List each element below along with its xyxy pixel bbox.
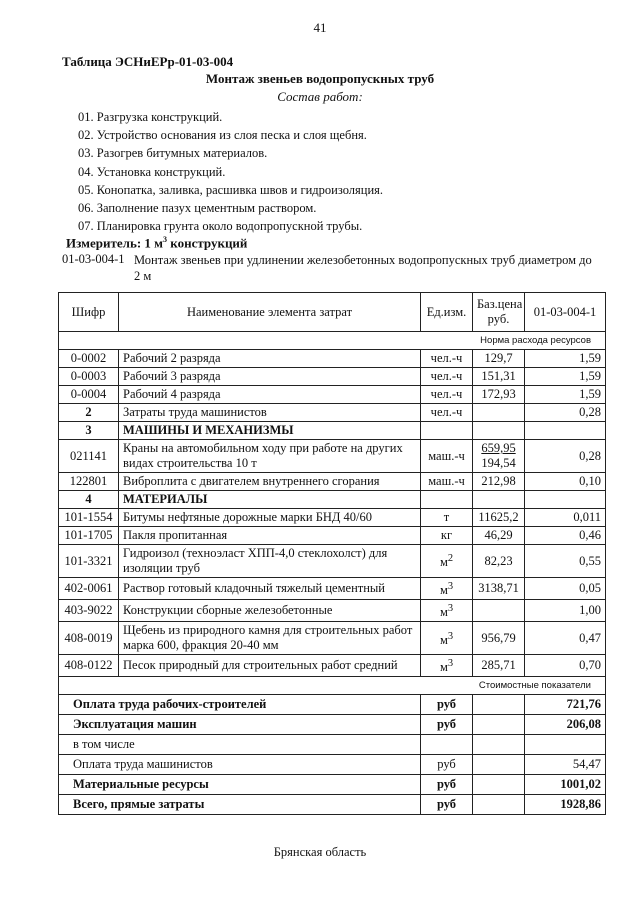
row-code: 101-3321 xyxy=(59,545,119,578)
cost-name: в том числе xyxy=(59,735,421,755)
row-price xyxy=(473,622,525,655)
cost-name: Эксплуатация машин xyxy=(59,715,421,735)
measure-rest: конструкций xyxy=(167,235,248,251)
row-unit-text: маш.-ч xyxy=(428,448,465,463)
work-item: 03. Разогрев битумных материалов. xyxy=(78,146,268,161)
table-row xyxy=(59,350,606,368)
row-price-text: 172,93 xyxy=(481,387,516,401)
cost-blank xyxy=(473,795,525,815)
row-unit-sup: 3 xyxy=(447,630,454,642)
row-code: 0-0004 xyxy=(59,386,119,404)
cost-row xyxy=(59,695,606,715)
composition-heading: Состав работ: xyxy=(277,89,363,104)
row-value: 0,47 xyxy=(525,622,606,655)
row-price-text: 285,71 xyxy=(481,658,516,673)
row-unit-text: м xyxy=(439,605,448,620)
row-unit xyxy=(421,527,473,545)
row-name: Рабочий 2 разряда xyxy=(119,350,421,368)
row-value: 0,46 xyxy=(525,527,606,545)
cost-row xyxy=(59,715,606,735)
measure-sup: 3 xyxy=(163,235,168,244)
cost-name: Материальные ресурсы xyxy=(59,775,421,795)
header-price: Баз.цена руб. xyxy=(473,293,525,332)
row-unit-sup: 3 xyxy=(447,581,454,592)
row-price xyxy=(473,368,525,386)
cost-name: Оплата труда машинистов xyxy=(59,755,421,775)
row-code: 4 xyxy=(59,491,119,509)
row-unit xyxy=(421,600,473,622)
row-unit-text: чел.-ч xyxy=(430,405,463,419)
cost-value: 1928,86 xyxy=(525,795,606,815)
row-unit-sup: 3 xyxy=(447,603,454,615)
row-price xyxy=(473,350,525,368)
cost-unit: руб xyxy=(421,795,473,815)
row-unit-text: м xyxy=(439,632,448,647)
row-name: Раствор готовый кладочный тяжелый цементный xyxy=(119,578,421,600)
row-value: 1,59 xyxy=(525,386,606,404)
row-unit-text: чел.-ч xyxy=(430,351,463,365)
row-code: 021141 xyxy=(59,440,119,473)
row-price-text: 46,29 xyxy=(484,528,513,542)
cost-unit: руб xyxy=(421,695,473,715)
row-price xyxy=(473,509,525,527)
row-name: Краны на автомобильном ходу при работе на других видах строительства 10 т xyxy=(119,440,421,473)
cost-blank xyxy=(473,695,525,715)
table-row xyxy=(59,655,606,677)
cost-blank xyxy=(473,735,525,755)
row-value: 0,28 xyxy=(525,404,606,422)
cost-value: 1001,02 xyxy=(525,775,606,795)
cost-unit: руб xyxy=(421,715,473,735)
row-unit-sup: 2 xyxy=(447,553,454,565)
row-code: 0-0003 xyxy=(59,368,119,386)
cost-unit: руб xyxy=(421,775,473,795)
page-footer: Брянская область xyxy=(273,845,367,859)
work-item: 05. Конопатка, заливка, расшивка швов и гидроизоляция. xyxy=(78,182,384,197)
cost-blank xyxy=(473,755,525,775)
row-value xyxy=(525,491,606,509)
row-value: 1,59 xyxy=(525,368,606,386)
row-value: 0,011 xyxy=(525,509,606,527)
table-row xyxy=(59,404,606,422)
row-code: 0-0002 xyxy=(59,350,119,368)
row-price xyxy=(473,491,525,509)
row-unit-text: м xyxy=(439,583,448,598)
cost-row xyxy=(59,735,606,755)
row-name: МАШИНЫ И МЕХАНИЗМЫ xyxy=(119,422,421,440)
row-name: Рабочий 4 разряда xyxy=(119,386,421,404)
row-value: 0,55 xyxy=(525,545,606,578)
row-unit-text: м xyxy=(439,660,448,675)
work-item: 06. Заполнение пазух цементным раствором. xyxy=(78,200,317,215)
cost-row xyxy=(59,755,606,775)
section-subtitle: Монтаж звеньев водопропускных труб xyxy=(205,71,435,86)
table-row xyxy=(59,491,606,509)
table-row xyxy=(59,473,606,491)
row-price-main: 659,95 xyxy=(481,441,516,455)
row-price xyxy=(473,600,525,622)
measure-label: Измеритель: 1 м xyxy=(66,235,164,251)
row-code: 122801 xyxy=(59,473,119,491)
row-unit xyxy=(421,368,473,386)
table-row xyxy=(59,509,606,527)
row-code: 2 xyxy=(59,404,119,422)
resources-table xyxy=(58,292,606,815)
row-price-text: 82,23 xyxy=(484,553,513,568)
table-row xyxy=(59,386,606,404)
row-name: Виброплита с двигателем внутреннего сгорания xyxy=(119,473,421,491)
table-row xyxy=(59,527,606,545)
table-row xyxy=(59,600,606,622)
row-unit xyxy=(421,422,473,440)
header-unit: Ед.изм. xyxy=(421,293,473,332)
page-number: 41 xyxy=(313,20,327,35)
row-price xyxy=(473,404,525,422)
resource-rows xyxy=(59,350,606,677)
row-code: 101-1554 xyxy=(59,509,119,527)
row-unit-text: т xyxy=(443,510,450,524)
row-unit xyxy=(421,578,473,600)
cost-unit xyxy=(421,735,473,755)
row-price xyxy=(473,527,525,545)
row-unit xyxy=(421,622,473,655)
row-price-text: 212,98 xyxy=(481,474,516,488)
row-price-text: 129,7 xyxy=(484,351,513,365)
table-row xyxy=(59,440,606,473)
table-title: Таблица ЭСНиЕРр-01-03-004 xyxy=(62,54,234,69)
row-name: Пакля пропитанная xyxy=(119,527,421,545)
row-code: 101-1705 xyxy=(59,527,119,545)
row-unit xyxy=(421,440,473,473)
cost-note: Стоимостные показатели xyxy=(59,677,606,695)
cost-unit: руб xyxy=(421,755,473,775)
row-price-text: 11625,2 xyxy=(478,510,519,524)
row-name: МАТЕРИАЛЫ xyxy=(119,491,421,509)
row-unit xyxy=(421,491,473,509)
row-value: 1,59 xyxy=(525,350,606,368)
cost-value: 54,47 xyxy=(525,755,606,775)
position-description: Монтаж звеньев при удлинении железобетонных водопропускных труб диаметром до 2 м xyxy=(134,253,592,283)
row-name: Гидроизол (техноэласт ХПП-4,0 стеклохолст) для изоляции труб xyxy=(119,545,421,578)
row-price xyxy=(473,545,525,578)
row-value: 0,05 xyxy=(525,578,606,600)
row-unit xyxy=(421,350,473,368)
work-item: 01. Разгрузка конструкций. xyxy=(78,110,223,124)
cost-value xyxy=(525,735,606,755)
works-list xyxy=(78,108,383,235)
row-unit-text: м xyxy=(439,555,448,570)
cost-name: Оплата труда рабочих-строителей xyxy=(59,695,421,715)
cost-name: Всего, прямые затраты xyxy=(59,795,421,815)
row-unit-text: маш.-ч xyxy=(428,474,465,488)
row-name: Песок природный для строительных работ средний xyxy=(119,655,421,677)
row-price-text: 151,31 xyxy=(481,369,516,383)
row-code: 3 xyxy=(59,422,119,440)
norm-note-row xyxy=(59,332,606,350)
row-unit xyxy=(421,509,473,527)
row-value xyxy=(525,422,606,440)
header-code: Шифр xyxy=(59,293,119,332)
row-price xyxy=(473,386,525,404)
cost-row xyxy=(59,775,606,795)
table-row xyxy=(59,368,606,386)
work-item: 04. Установка конструкций. xyxy=(78,164,226,179)
row-value: 0,28 xyxy=(525,440,606,473)
table-row xyxy=(59,578,606,600)
cost-note-row xyxy=(59,677,606,695)
cost-rows xyxy=(59,695,606,815)
table-header-row xyxy=(59,293,606,332)
row-name: Щебень из природного камня для строительных работ марка 600, фракция 20-40 мм xyxy=(119,622,421,655)
table-row xyxy=(59,545,606,578)
row-value: 0,70 xyxy=(525,655,606,677)
table-row xyxy=(59,422,606,440)
row-unit xyxy=(421,545,473,578)
row-unit xyxy=(421,655,473,677)
row-name: Затраты труда машинистов xyxy=(119,404,421,422)
row-name: Рабочий 3 разряда xyxy=(119,368,421,386)
row-unit xyxy=(421,404,473,422)
row-price xyxy=(473,440,525,473)
row-price xyxy=(473,422,525,440)
measure-line xyxy=(66,235,247,251)
row-value: 1,00 xyxy=(525,600,606,622)
cost-value: 206,08 xyxy=(525,715,606,735)
row-unit xyxy=(421,473,473,491)
row-value: 0,10 xyxy=(525,473,606,491)
row-unit-text: кг xyxy=(440,528,453,542)
cost-value: 721,76 xyxy=(525,695,606,715)
table-row xyxy=(59,622,606,655)
header-name: Наименование элемента затрат xyxy=(119,293,421,332)
row-name: Битумы нефтяные дорожные марки БНД 40/60 xyxy=(119,509,421,527)
cost-blank xyxy=(473,715,525,735)
row-code: 408-0122 xyxy=(59,655,119,677)
header-position: 01-03-004-1 xyxy=(525,293,606,332)
row-unit-text: чел.-ч xyxy=(430,387,463,401)
row-name: Конструкции сборные железобетонные xyxy=(119,600,421,622)
row-price xyxy=(473,578,525,600)
norm-note: Норма расхода ресурсов xyxy=(59,332,606,350)
cost-row xyxy=(59,795,606,815)
row-price xyxy=(473,473,525,491)
row-unit xyxy=(421,386,473,404)
row-code: 403-9022 xyxy=(59,600,119,622)
row-code: 402-0061 xyxy=(59,578,119,600)
work-item: 07. Планировка грунта около водопропускной трубы. xyxy=(78,219,363,234)
position-code: 01-03-004-1 xyxy=(62,252,125,266)
row-price xyxy=(473,655,525,677)
row-price-text: 956,79 xyxy=(481,630,516,645)
cost-blank xyxy=(473,775,525,795)
row-code: 408-0019 xyxy=(59,622,119,655)
row-price-text: 3138,71 xyxy=(478,581,519,596)
work-item: 02. Устройство основания из слоя песка и слоя щебня. xyxy=(78,128,367,143)
row-price-sub: 194,54 xyxy=(481,456,516,470)
row-unit-sup: 3 xyxy=(447,658,454,670)
row-unit-text: чел.-ч xyxy=(430,369,463,383)
